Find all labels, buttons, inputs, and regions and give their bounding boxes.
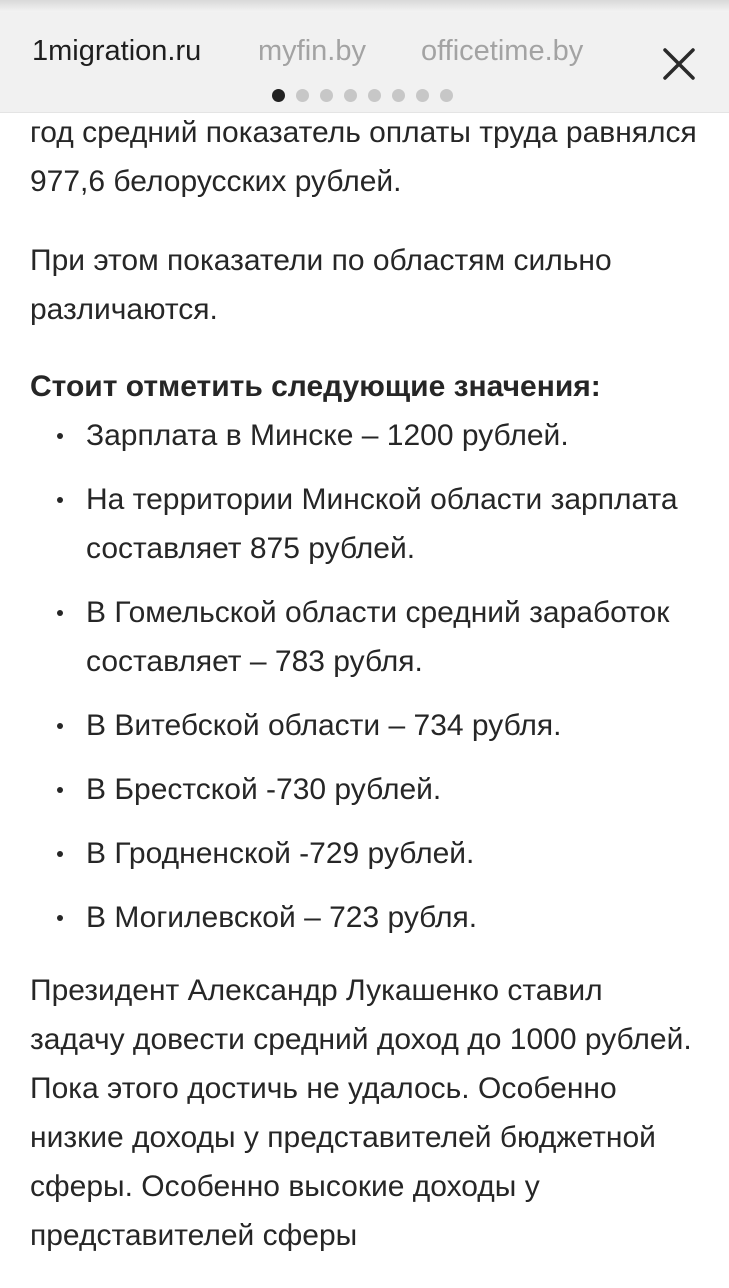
paragraph-president: Президент Александр Лукашенко ставил задачу довести средний доход до 1000 рублей. Пока этого достичь не удалось. Особенно низкие доходы у представителей бюджетной сферы. Особенно высокие доходы у представителей сферы	[30, 974, 692, 1252]
close-icon	[655, 40, 703, 88]
list-item: В Гомельской области средний заработок составляет – 783 рубля.	[30, 588, 700, 686]
list-item: Зарплата в Минске – 1200 рублей.	[30, 411, 700, 460]
tab-myfin[interactable]: myfin.by	[258, 35, 366, 67]
list-item: На территории Минской области зарплата составляет 875 рублей.	[30, 475, 700, 573]
close-button[interactable]	[655, 40, 703, 88]
tab-officetime[interactable]: officetime.by	[421, 35, 584, 67]
paragraph-regions-differ: При этом показатели по областям сильно различаются.	[30, 244, 612, 326]
tab-1migration[interactable]: 1migration.ru	[32, 35, 202, 67]
page-dot	[272, 89, 285, 102]
list-item: В Могилевской – 723 рубля.	[30, 893, 700, 942]
region-salary-list	[30, 411, 700, 942]
page-dot	[440, 89, 453, 102]
list-item: В Брестской -730 рублей.	[30, 765, 700, 814]
page-dot	[392, 89, 405, 102]
list-heading: Стоит отметить следующие значения:	[30, 370, 601, 403]
list-item: В Гродненской -729 рублей.	[30, 829, 700, 878]
page-dot	[320, 89, 333, 102]
status-shadow	[0, 0, 729, 12]
paragraph-salary-average: год средний показатель оплаты труда равнялся 977,6 белорусских рублей.	[30, 116, 697, 198]
source-tab-bar	[0, 12, 729, 113]
page-dot	[296, 89, 309, 102]
page-dot	[416, 89, 429, 102]
page-dot	[368, 89, 381, 102]
page-dot	[344, 89, 357, 102]
page-indicator	[272, 88, 453, 102]
article-body	[30, 108, 700, 1288]
list-item: В Витебской области – 734 рубля.	[30, 701, 700, 750]
